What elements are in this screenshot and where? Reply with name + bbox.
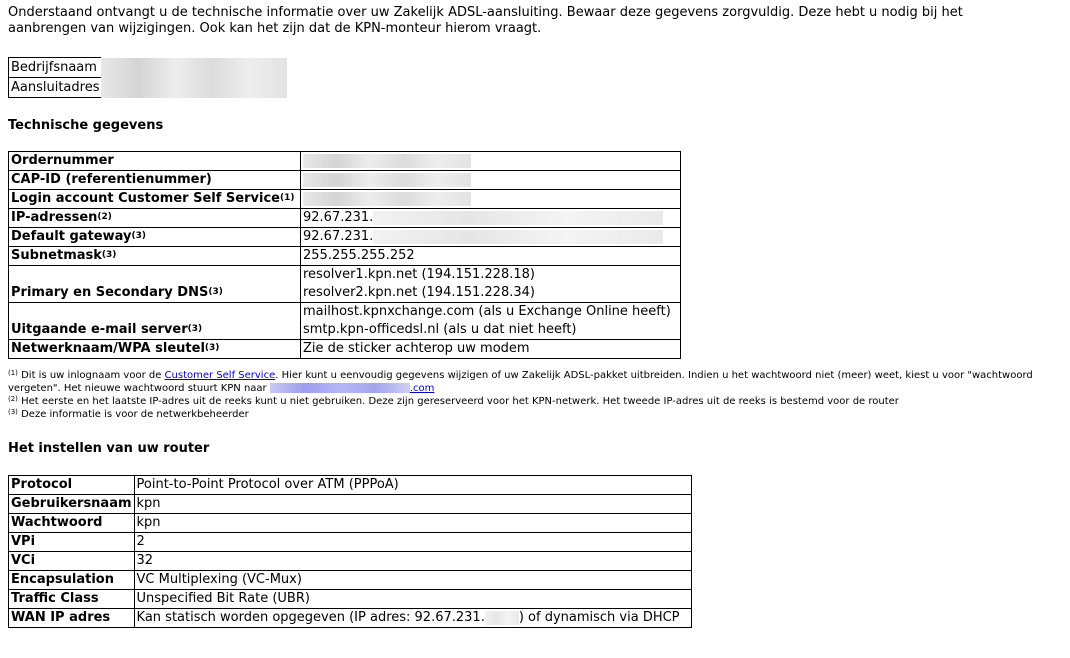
router-heading: Het instellen van uw router [8,441,210,456]
table-row [9,533,692,552]
table-row [9,190,681,209]
traffic-class-label: Traffic Class [9,590,135,609]
table-row [9,266,681,303]
router-table [8,475,692,628]
dns-value: resolver1.kpn.net (194.151.228.18) resolver2.kpn.net (194.151.228.34) [301,266,681,303]
redacted-value [303,154,471,168]
company-name-value [101,58,288,78]
table-row [9,609,692,628]
mail-server-label: Uitgaande e-mail server$^{(3)}$ [9,303,301,340]
customer-self-service-link[interactable]: Customer Self Service [164,370,276,381]
table-row [9,303,681,340]
ip-addresses-label: IP-adressen$^{(2)}$ [9,209,301,228]
footnote-1: $^{(1)}$ Dit is uw inlognaam voor de Customer Self Service. Hier kunt u eenvoudig gegevens wijzigen of uw Zakelijk ADSL-pakket uitbreiden. Indien u het wachtwoord niet (meer) weet, kiest u voor "wachtwoord vergeten". Het nieuwe wachtwoord stuurt KPN naar .com [8,369,1033,394]
footnote-3: $^{(3)}$ Deze informatie is voor de netwerkbeheerder [8,408,249,420]
tech-heading: Technische gegevens [8,118,164,133]
protocol-value: Point-to-Point Protocol over ATM (PPPoA) [134,476,691,495]
table-row [9,495,692,514]
table-row [9,58,288,78]
password-label: Wachtwoord [9,514,135,533]
redacted-value [485,611,519,625]
company-address-value [101,78,288,98]
company-name-label: Bedrijfsnaam [9,58,102,78]
table-row [9,552,692,571]
redacted-value [101,78,287,98]
table-row [9,247,681,266]
redacted-value [303,192,471,206]
redacted-value [373,211,663,225]
order-number-value [301,152,681,171]
vci-label: VCi [9,552,135,571]
footnote-2: $^{(2)}$ Het eerste en het laatste IP-adres uit de reeks kunt u niet gebruiken. Deze zijn gereserveerd voor het KPN-netwerk. Het tweede IP-adres uit de reeks is bestemd voor de router [8,395,899,407]
wan-ip-label: WAN IP adres [9,609,135,628]
table-row [9,171,681,190]
login-account-label: Login account Customer Self Service$^{(1)}$ [9,190,301,209]
default-gateway-value: 92.67.231. [301,228,681,247]
traffic-class-value: Unspecified Bit Rate (UBR) [134,590,691,609]
table-row [9,514,692,533]
footnotes [8,369,1053,421]
mail-server-value: mailhost.kpnxchange.com (als u Exchange Online heeft) smtp.kpn-officedsl.nl (als u dat niet heeft) [301,303,681,340]
order-number-label: Ordernummer [9,152,301,171]
redacted-value [101,58,287,78]
login-account-value [301,190,681,209]
dns-label: Primary en Secondary DNS$^{(3)}$ [9,266,301,303]
table-row [9,340,681,359]
vci-value: 32 [134,552,691,571]
cap-id-label: CAP-ID (referentienummer) [9,171,301,190]
encapsulation-value: VC Multiplexing (VC-Mux) [134,571,691,590]
wpa-value: Zie de sticker achterop uw modem [301,340,681,359]
table-row [9,209,681,228]
intro-text: Onderstaand ontvangt u de technische informatie over uw Zakelijk ADSL-aansluiting. Bewaar deze gegevens zorgvuldig. Deze hebt u nodig bij het aanbrengen van wijzigingen. Ook kan het zijn dat de KPN-monteur hierom vraagt. [8,5,963,36]
ip-addresses-value: 92.67.231. [301,209,681,228]
table-row [9,152,681,171]
password-value: kpn [134,514,691,533]
cap-id-value [301,171,681,190]
username-value: kpn [134,495,691,514]
table-row [9,590,692,609]
table-row [9,571,692,590]
username-label: Gebruikersnaam [9,495,135,514]
redacted-email [270,383,410,393]
encapsulation-label: Encapsulation [9,571,135,590]
subnetmask-label: Subnetmask$^{(3)}$ [9,247,301,266]
email-link[interactable]: .com [270,383,435,394]
table-row [9,476,692,495]
table-row [9,78,288,98]
redacted-value [303,173,471,187]
wpa-label: Netwerknaam/WPA sleutel$^{(3)}$ [9,340,301,359]
protocol-label: Protocol [9,476,135,495]
default-gateway-label: Default gateway$^{(3)}$ [9,228,301,247]
table-row [9,228,681,247]
tech-table [8,151,681,359]
company-address-label: Aansluitadres [9,78,102,98]
wan-ip-value: Kan statisch worden opgegeven (IP adres: 92.67.231. ) of dynamisch via DHCP [134,609,691,628]
vpi-value: 2 [134,533,691,552]
redacted-value [373,230,663,244]
subnetmask-value: 255.255.255.252 [301,247,681,266]
company-table [8,57,288,98]
vpi-label: VPi [9,533,135,552]
